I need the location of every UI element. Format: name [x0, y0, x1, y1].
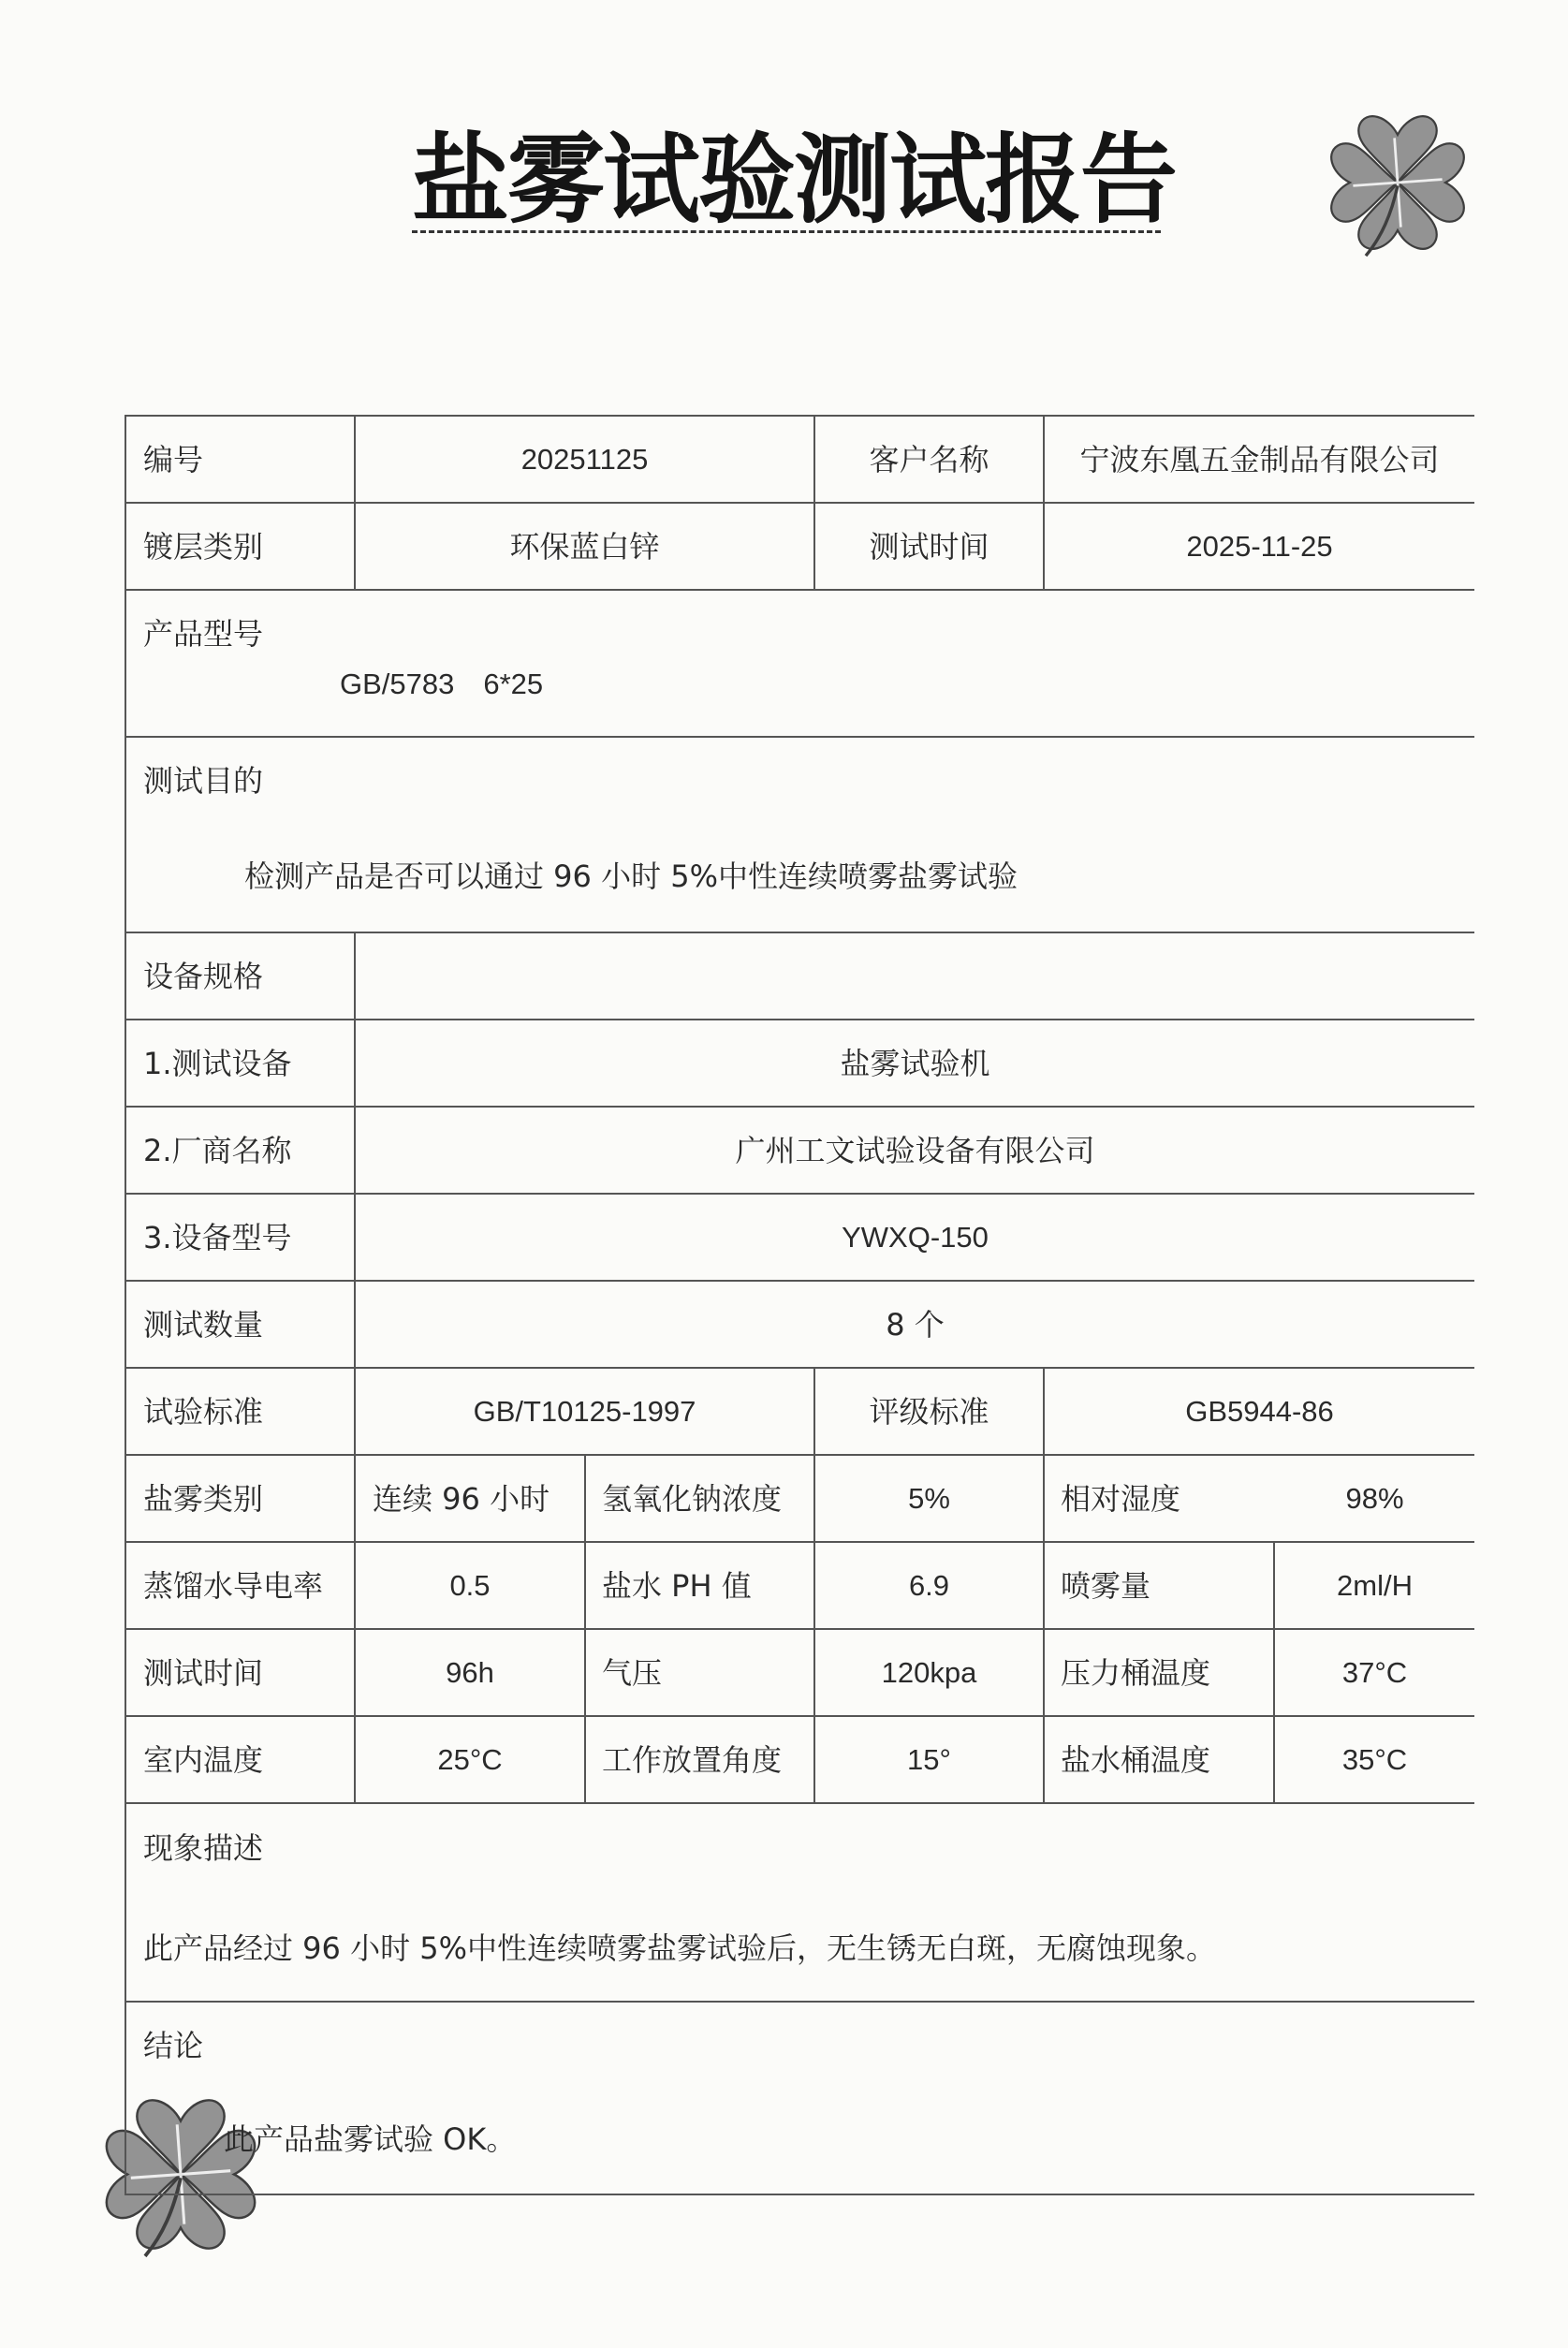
- row-divider: [125, 1193, 1474, 1195]
- param-value: 15°: [907, 1743, 951, 1776]
- row-divider: [125, 1280, 1474, 1282]
- param-value: 0.5: [449, 1569, 491, 1602]
- param-label: 相对湿度: [1061, 1481, 1181, 1517]
- purpose-value: 检测产品是否可以通过 96 小时 5%中性连续喷雾盐雾试验: [244, 858, 1018, 894]
- param-label: 测试时间: [143, 1655, 264, 1691]
- param-label: 气压: [602, 1655, 663, 1691]
- quantity-label: 测试数量: [143, 1307, 264, 1343]
- test-date-value: 2025-11-25: [1186, 530, 1333, 563]
- row-divider: [125, 1454, 1474, 1456]
- col-divider: [1043, 1454, 1045, 1802]
- param-value: 37°C: [1341, 1656, 1408, 1689]
- serial-value: 20251125: [520, 443, 649, 476]
- param-value: 连续 96 小时: [373, 1481, 550, 1517]
- row-divider: [125, 1019, 1474, 1020]
- row-divider: [125, 2001, 1474, 2003]
- param-label: 室内温度: [143, 1742, 264, 1778]
- param-label: 盐水 PH 值: [602, 1568, 752, 1604]
- equipment-item-value: 盐雾试验机: [840, 1046, 990, 1081]
- param-label: 盐雾类别: [143, 1481, 264, 1517]
- param-value: 96h: [446, 1656, 494, 1689]
- row-divider: [125, 502, 1474, 504]
- equipment-item-value: YWXQ-150: [842, 1221, 989, 1254]
- param-value: 5%: [908, 1482, 950, 1515]
- row-divider: [125, 2194, 1474, 2195]
- equipment-label: 设备规格: [143, 959, 264, 994]
- row-divider: [125, 1802, 1474, 1804]
- serial-label: 编号: [143, 442, 204, 477]
- row-divider: [125, 1367, 1474, 1369]
- param-value: 25°C: [437, 1743, 503, 1776]
- report-table: [125, 415, 1474, 2195]
- param-label: 喷雾量: [1061, 1568, 1151, 1604]
- equipment-item-label: 2.厂商名称: [143, 1133, 292, 1168]
- coating-value: 环保蓝白锌: [509, 529, 660, 565]
- report-title: 盐雾试验测试报告: [412, 122, 1177, 237]
- row-divider: [125, 1715, 1474, 1717]
- customer-label: 客户名称: [869, 442, 989, 477]
- test-date-label: 测试时间: [869, 529, 989, 565]
- row-divider: [125, 1106, 1474, 1108]
- param-label: 盐水桶温度: [1061, 1742, 1211, 1778]
- row-divider: [125, 415, 1474, 417]
- four-leaf-clover-icon: [1318, 103, 1477, 262]
- row-divider: [125, 589, 1474, 591]
- coating-label: 镀层类别: [143, 529, 264, 565]
- equipment-item-label: 3.设备型号: [143, 1220, 292, 1255]
- left-border: [125, 415, 126, 2195]
- row-divider: [125, 1541, 1474, 1543]
- conclusion-value: 此产品盐雾试验 OK。: [224, 2121, 517, 2157]
- phenomenon-value: 此产品经过 96 小时 5%中性连续喷雾盐雾试验后，无生锈无白斑，无腐蚀现象。: [143, 1930, 1217, 1966]
- customer-value: 宁波东凰五金制品有限公司: [1079, 442, 1440, 477]
- col-divider: [584, 1454, 586, 1802]
- quantity-value: 8 个: [886, 1307, 945, 1343]
- param-label: 压力桶温度: [1061, 1655, 1211, 1691]
- row-divider: [125, 932, 1474, 933]
- param-value: 120kpa: [881, 1656, 977, 1689]
- equipment-item-value: 广州工文试验设备有限公司: [735, 1133, 1095, 1168]
- model-label: 产品型号: [143, 616, 264, 652]
- phenomenon-label: 现象描述: [143, 1830, 264, 1866]
- equipment-item-label: 1.测试设备: [143, 1046, 292, 1081]
- param-value: 2ml/H: [1337, 1569, 1413, 1602]
- purpose-label: 测试目的: [143, 763, 264, 799]
- grading-value: GB5944-86: [1185, 1395, 1334, 1428]
- conclusion-label: 结论: [143, 2028, 204, 2063]
- param-label: 氢氧化钠浓度: [602, 1481, 783, 1517]
- row-divider: [125, 736, 1474, 738]
- param-value: 98%: [1345, 1482, 1404, 1515]
- standard-label: 试验标准: [143, 1394, 264, 1430]
- grading-label: 评级标准: [869, 1394, 989, 1430]
- param-label: 工作放置角度: [602, 1742, 783, 1778]
- row-divider: [125, 1628, 1474, 1630]
- standard-value: GB/T10125-1997: [473, 1395, 696, 1428]
- param-value: 35°C: [1341, 1743, 1408, 1776]
- model-value: GB/5783 6*25: [340, 668, 544, 700]
- param-label: 蒸馏水导电率: [143, 1568, 324, 1604]
- param-value: 6.9: [908, 1569, 950, 1602]
